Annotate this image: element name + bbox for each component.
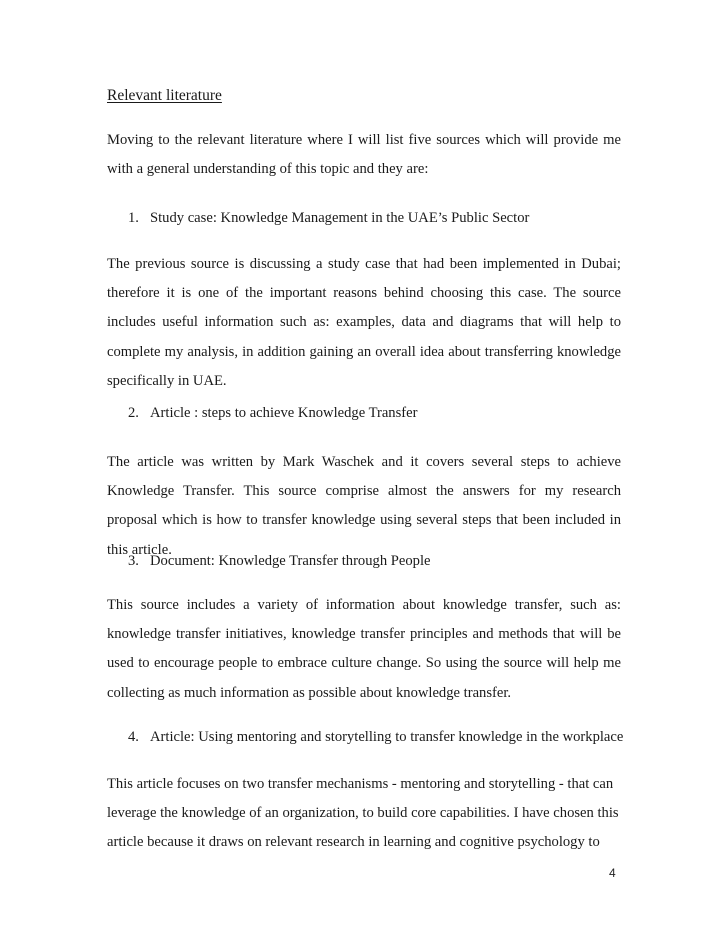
source-item-1 — [128, 210, 529, 227]
source-item-2 — [128, 405, 417, 422]
source-number: 3. — [128, 553, 139, 569]
source-1-description: The previous source is discussing a study case that had been implemented in Dubai; therefore it is one of the important reasons behind choosing this case. The source includes useful information such as: examples, data and diagrams that will help to complete my analysis, in addition gaining an overall idea about transferring knowledge specifically in UAE. — [107, 256, 621, 389]
source-item-4 — [128, 729, 623, 746]
source-2-description: The article was written by Mark Waschek and it covers several steps to achieve Knowledge Transfer. This source comprise almost the answers for my research proposal which is how to transfer knowledge using several steps that been included in this article. — [107, 454, 621, 558]
source-title: Article: Using mentoring and storytelling to transfer knowledge in the workplace — [150, 729, 624, 745]
source-number: 4. — [128, 729, 139, 745]
text-line: This article focuses on two transfer mechanisms - mentoring and storytelling - that can — [107, 776, 614, 792]
section-heading: Relevant literature — [107, 87, 222, 104]
source-number: 2. — [128, 405, 139, 421]
text-line: article because it draws on relevant research in learning and cognitive psychology to — [107, 834, 600, 851]
source-4-description — [107, 770, 621, 858]
text-line: leverage the knowledge of an organization, to build core capabilities. I have chosen this — [107, 805, 619, 822]
source-title: Study case: Knowledge Management in the UAE’s Public Sector — [150, 210, 530, 226]
source-number: 1. — [128, 210, 139, 226]
source-3-description: This source includes a variety of information about knowledge transfer, such as: knowledge transfer initiatives, knowledge transfer principles and methods that will be used to encourage people to embrace culture change. So using the source will help me collecting as much information as possible about knowledge transfer. — [107, 597, 621, 701]
source-item-3 — [128, 553, 430, 570]
intro-paragraph: Moving to the relevant literature where I will list five sources which will provide me with a general understanding of this topic and they are: — [107, 132, 621, 178]
source-title: Document: Knowledge Transfer through People — [150, 553, 431, 569]
page-number: 4 — [609, 866, 616, 880]
source-title: Article : steps to achieve Knowledge Transfer — [150, 405, 418, 421]
